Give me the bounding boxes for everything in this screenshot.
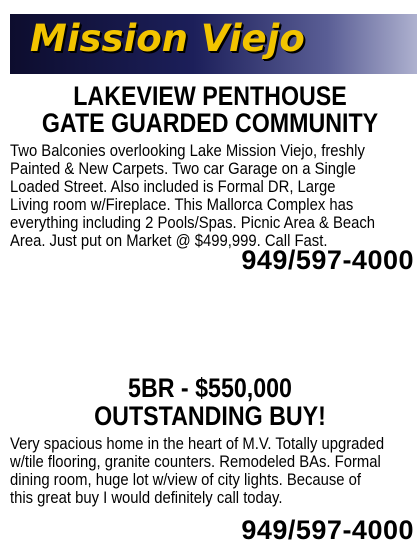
phone-number: 949/597-4000 [241, 245, 414, 275]
description-line: Area. Just put on Market @ $499,999. Call Fast. [10, 231, 328, 250]
description-line: Very spacious home in the heart of M.V. Totally upgraded [10, 434, 385, 453]
phone-number: 949/597-4000 [241, 515, 414, 545]
banner [10, 14, 417, 74]
listing-headline: OUTSTANDING BUY! [94, 401, 326, 431]
listing-description [10, 142, 420, 250]
description-line: Living room w/Fireplace. This Mallorca Complex has [10, 195, 354, 214]
banner-title: Mission Viejo [30, 17, 305, 60]
description-line: dining room, huge lot w/view of city lights. Because of [10, 470, 362, 489]
description-line: Painted & New Carpets. Two car Garage on a Single [10, 159, 356, 178]
listing-headline: 5BR - $550,000 [128, 373, 292, 403]
listing-headline: GATE GUARDED COMMUNITY [41, 108, 379, 138]
description-line: everything including 2 Pools/Spas. Picnic Area & Beach [10, 213, 376, 232]
description-line: Loaded Street. Also included is Formal DR, Large [10, 177, 336, 196]
listing-headline: LAKEVIEW PENTHOUSE [73, 81, 347, 111]
description-line: Two Balconies overlooking Lake Mission Viejo, freshly [10, 141, 365, 160]
listing-description [10, 435, 420, 507]
description-line: this great buy I would definitely call today. [10, 488, 283, 507]
description-line: w/tile flooring, granite counters. Remodeled BAs. Formal [10, 452, 381, 471]
